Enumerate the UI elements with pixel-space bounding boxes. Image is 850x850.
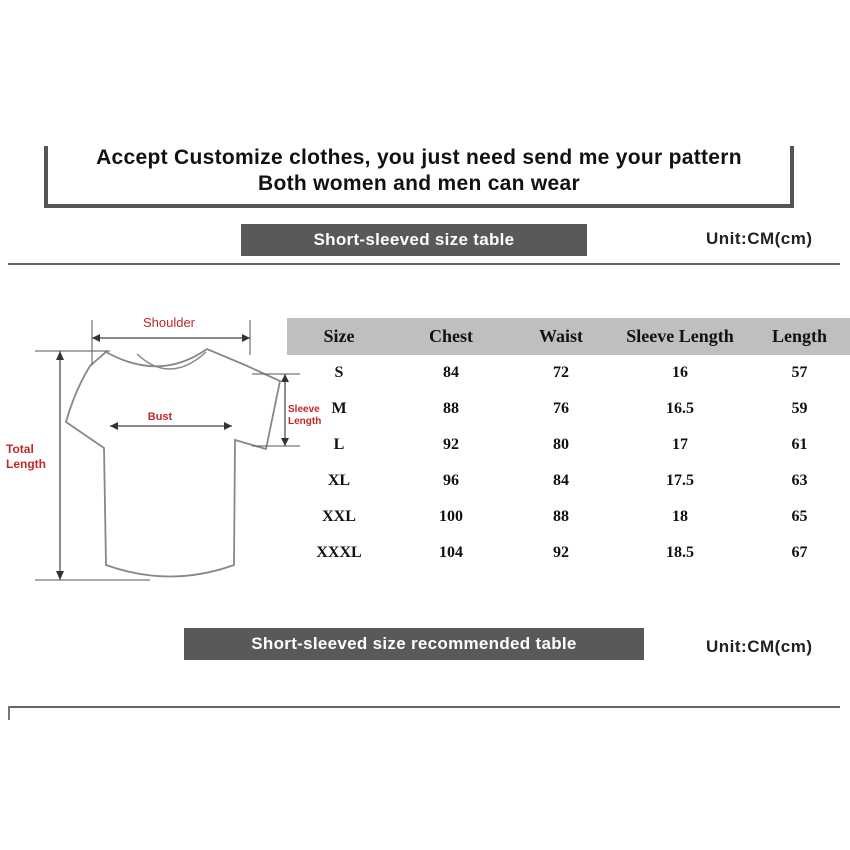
cell-waist: 88 <box>553 508 569 525</box>
cell-length: 67 <box>791 544 808 561</box>
cell-sleeve-length: 17 <box>672 436 688 453</box>
cell-size: M <box>331 400 347 417</box>
unit-label-bottom: Unit:CM(cm) <box>706 637 813 656</box>
cell-waist: 92 <box>553 544 569 561</box>
cell-length: 65 <box>791 508 808 525</box>
cell-chest: 96 <box>443 472 459 489</box>
cell-length: 61 <box>791 436 808 453</box>
headline-line-2: Both women and men can wear <box>258 172 580 195</box>
cell-size: L <box>333 436 345 453</box>
table-row <box>287 391 850 427</box>
size-table <box>287 318 850 571</box>
cell-size: XXXL <box>316 544 362 561</box>
total-label-1: Total <box>6 442 34 456</box>
header-length: Length <box>749 318 850 355</box>
sleeve-label-1: Sleeve <box>288 404 320 415</box>
header-size: Size <box>287 318 391 355</box>
table-row <box>287 535 850 571</box>
tshirt-measurement-diagram <box>0 300 322 600</box>
cell-length: 63 <box>791 472 808 489</box>
cell-sleeve-length: 16 <box>672 364 688 381</box>
cell-chest: 100 <box>439 508 463 525</box>
table-row <box>287 499 850 535</box>
sleeve-label-2: Length <box>288 416 322 427</box>
cell-sleeve-length: 16.5 <box>666 400 694 417</box>
cell-chest: 104 <box>439 544 463 561</box>
bust-arrow-left <box>110 422 118 430</box>
total-arrow-top <box>56 351 64 360</box>
headline-line-1: Accept Customize clothes, you just need send me your pattern <box>96 146 742 169</box>
table-header-row <box>287 318 850 355</box>
table-row <box>287 355 850 391</box>
cell-chest: 92 <box>443 436 459 453</box>
cell-chest: 88 <box>443 400 459 417</box>
shoulder-label: Shoulder <box>142 315 196 330</box>
tshirt-outline <box>66 349 280 577</box>
bust-arrow-right <box>224 422 232 430</box>
table-row <box>287 427 850 463</box>
cell-chest: 84 <box>443 364 459 381</box>
cell-waist: 80 <box>553 436 569 453</box>
unit-label-top: Unit:CM(cm) <box>706 229 813 248</box>
cell-waist: 76 <box>553 400 569 417</box>
total-arrow-bottom <box>56 571 64 580</box>
bust-label: Bust <box>147 411 173 423</box>
table-row <box>287 463 850 499</box>
cell-size: XXL <box>322 508 356 525</box>
shoulder-arrow-left <box>92 334 100 342</box>
recommended-table-banner: Short-sleeved size recommended table <box>184 628 644 660</box>
shoulder-arrow-right <box>242 334 250 342</box>
cell-waist: 84 <box>553 472 569 489</box>
total-label-2: Length <box>6 457 46 471</box>
header-sleeve-length: Sleeve Length <box>611 318 749 355</box>
cell-size: XL <box>327 472 351 489</box>
size-table-banner: Short-sleeved size table <box>241 224 587 256</box>
header-waist: Waist <box>511 318 611 355</box>
cell-size: S <box>334 364 344 381</box>
divider-bottom <box>8 706 840 708</box>
divider-bottom-left-tick <box>8 706 10 720</box>
cell-waist: 72 <box>553 364 569 381</box>
headline-bracket <box>44 146 794 208</box>
cell-length: 57 <box>791 364 808 381</box>
cell-sleeve-length: 17.5 <box>666 472 694 489</box>
header-chest: Chest <box>391 318 511 355</box>
cell-length: 59 <box>791 400 808 417</box>
cell-sleeve-length: 18 <box>672 508 688 525</box>
cell-sleeve-length: 18.5 <box>666 544 694 561</box>
divider-top <box>8 263 840 265</box>
